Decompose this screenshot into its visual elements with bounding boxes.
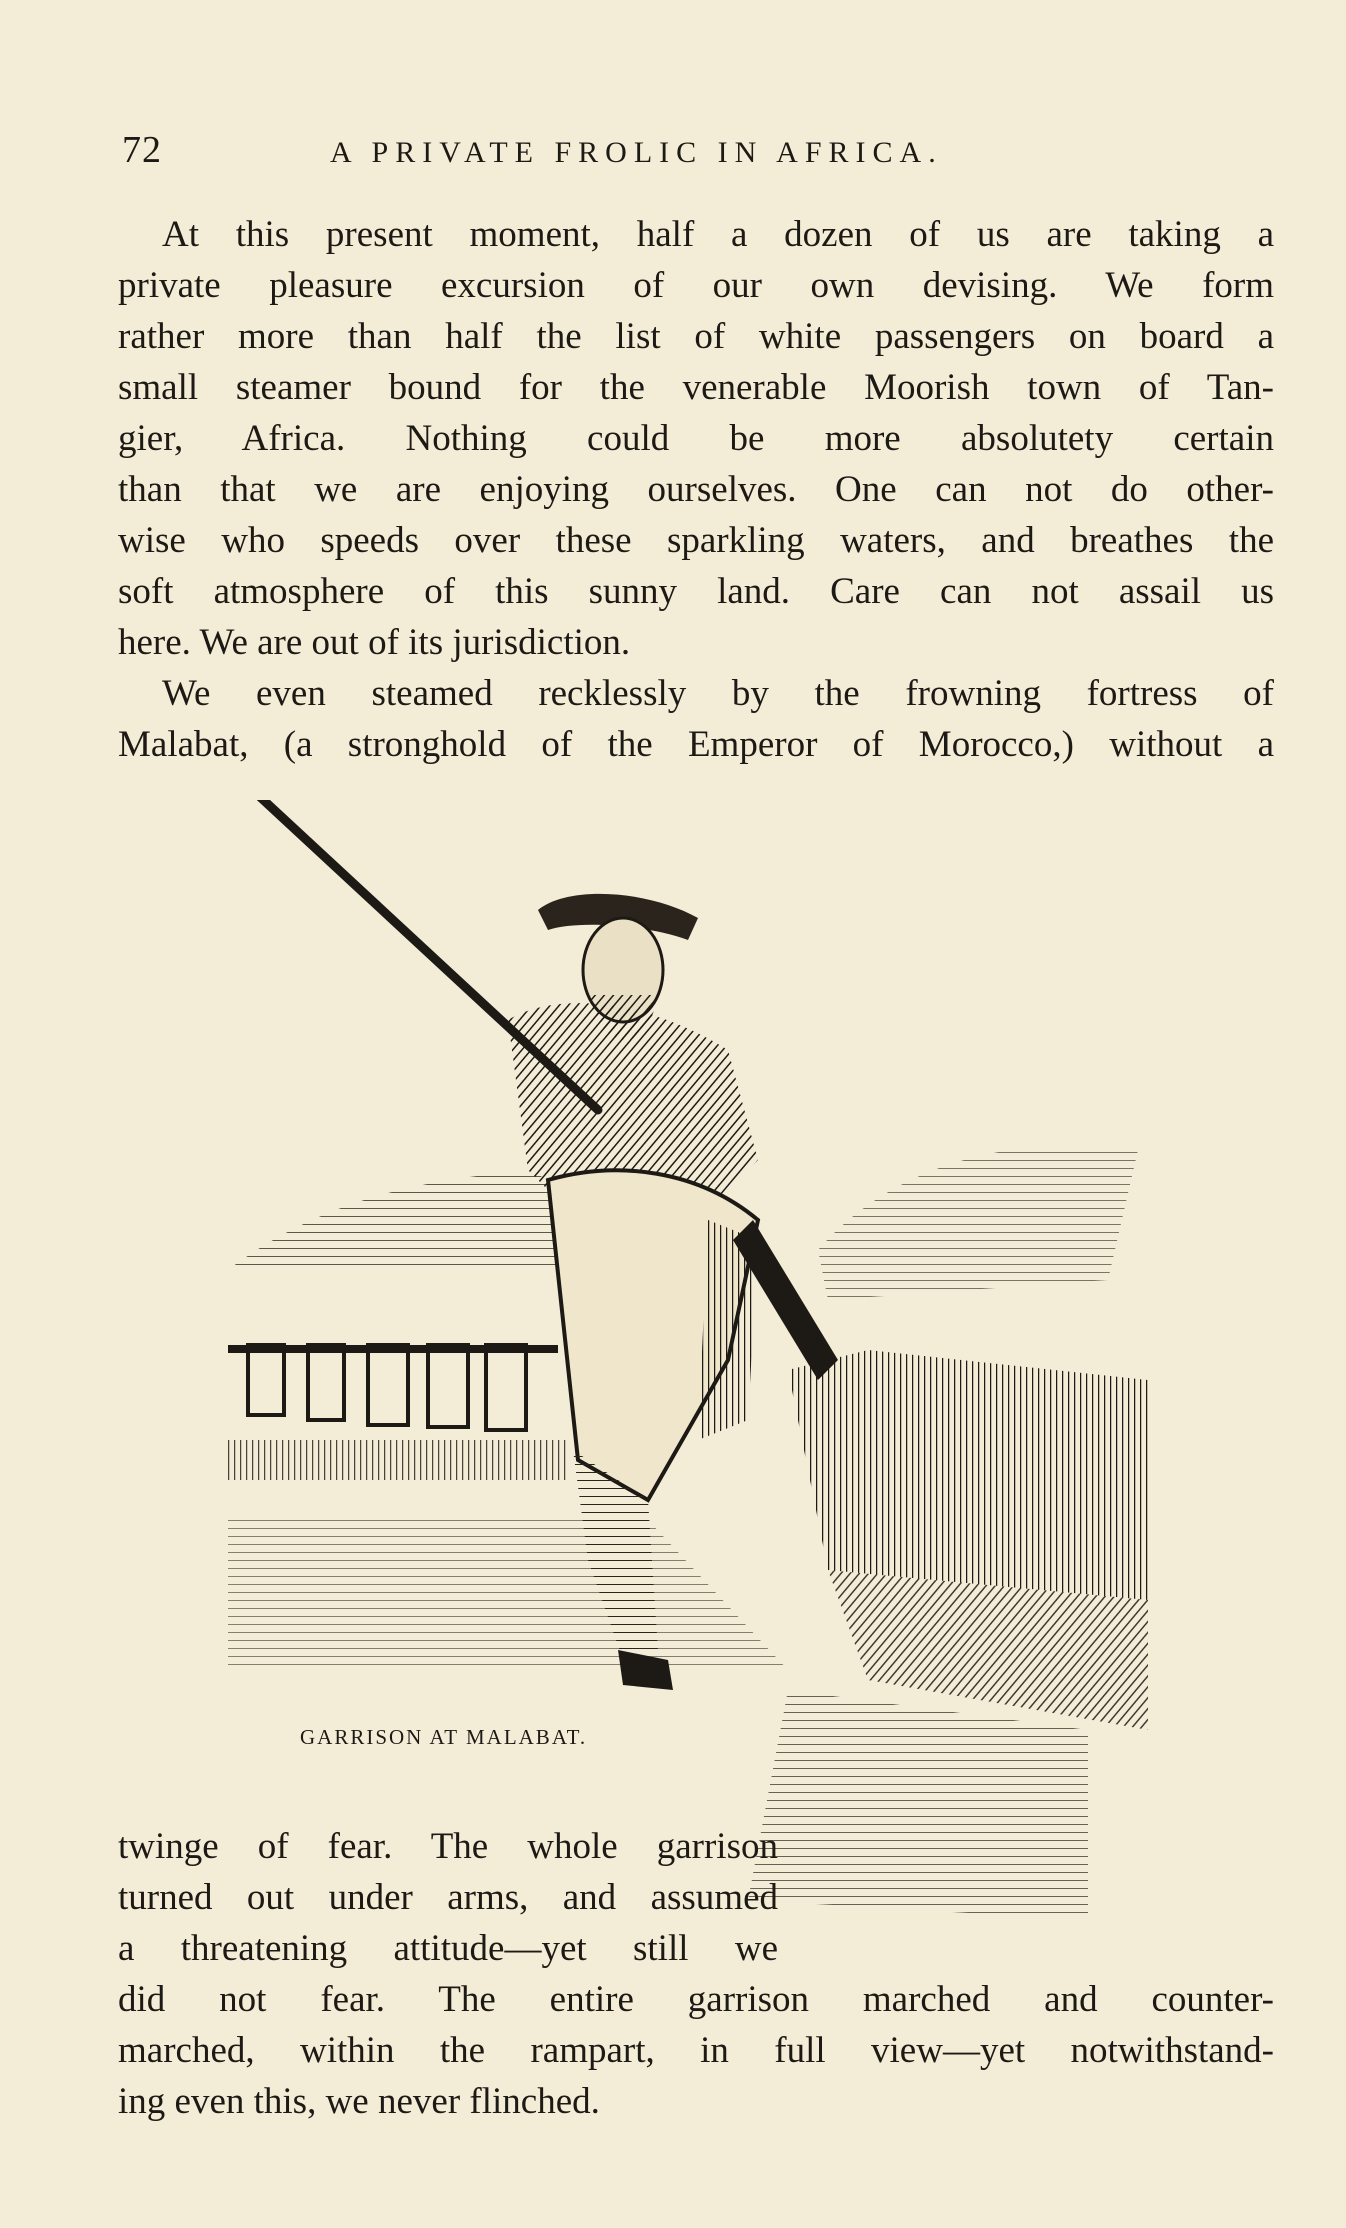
text-line: marched, within the rampart, in full view—yet notwithstand-	[118, 2030, 1274, 2071]
running-title: A PRIVATE FROLIC IN AFRICA.	[330, 136, 943, 169]
text-line: twinge of fear. The whole garrison	[118, 1826, 778, 1867]
text-line: turned out under arms, and assumed	[118, 1877, 778, 1918]
text-line: At this present moment, half a dozen of us are taking a	[162, 214, 1274, 255]
engraving-soldier-on-rampart-icon	[228, 800, 1148, 1930]
crenellated-wall	[228, 1345, 568, 1480]
text-line: We even steamed recklessly by the frowning fortress of	[162, 673, 1274, 714]
text-line: rather more than half the list of white passengers on board a	[118, 316, 1274, 357]
text-line: here. We are out of its jurisdiction.	[118, 622, 631, 663]
parapet-block	[788, 1350, 1148, 1730]
text-line: soft atmosphere of this sunny land. Care can not assail us	[118, 571, 1274, 612]
page-number: 72	[122, 129, 162, 171]
stone-steps	[748, 1690, 1088, 1920]
text-line: than that we are enjoying ourselves. One can not do other-	[118, 469, 1274, 510]
text-line: gier, Africa. Nothing could be more absolutety certain	[118, 418, 1274, 459]
text-line: did not fear. The entire garrison marched and counter-	[118, 1979, 1274, 2020]
text-line: small steamer bound for the venerable Moorish town of Tan-	[118, 367, 1274, 408]
text-line: wise who speeds over these sparkling waters, and breathes the	[118, 520, 1274, 561]
figure-caption: GARRISON AT MALABAT.	[300, 1725, 588, 1749]
rampart-walkway	[228, 1520, 788, 1670]
text-line: a threatening attitude—yet still we	[118, 1928, 778, 1969]
text-line: Malabat, (a stronghold of the Emperor of Morocco,) without a	[118, 724, 1274, 765]
text-line: ing even this, we never flinched.	[118, 2081, 600, 2122]
text-line: private pleasure excursion of our own devising. We form	[118, 265, 1274, 306]
